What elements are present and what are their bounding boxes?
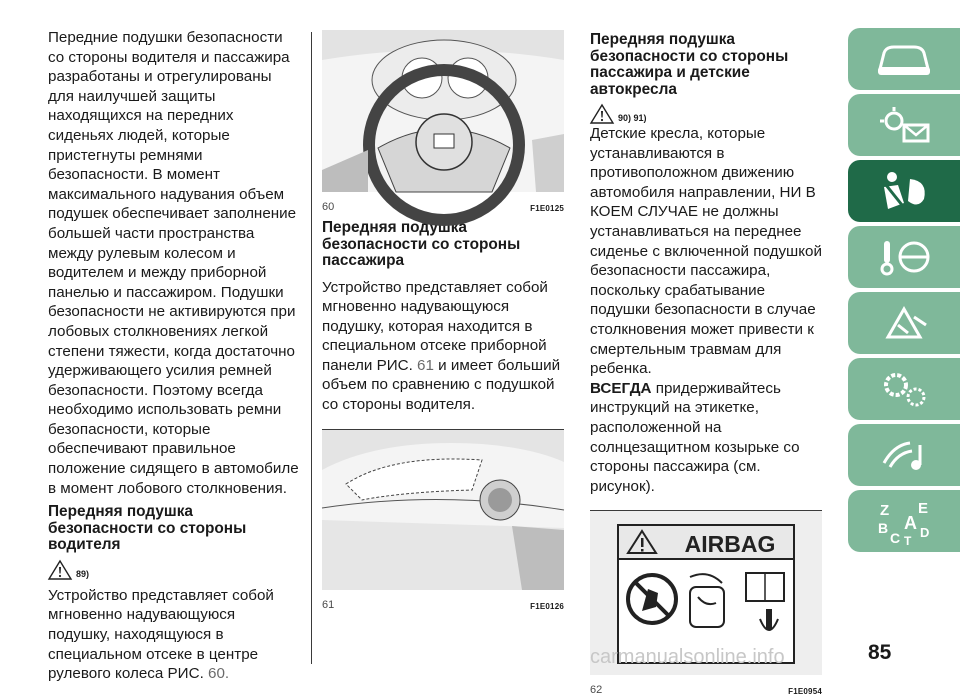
heading-passenger-airbag: Передняя подушка безопасности со стороны пассажира <box>322 219 521 269</box>
chapter-tabs <box>848 28 960 556</box>
tab-index[interactable] <box>848 490 960 552</box>
warning-lights-icon <box>874 105 934 145</box>
paragraph-child-seats: Детские кресла, которые устанавливаются в противоположном движению автомобиля направлении, НИ В КОЕМ СЛУЧАЕ не должны устанавливаться на переднее сиденье с включенной подушкой безопасности пассажира, поскольку срабатывание подушки безопасности в случае столкновения может привести к смертельным травмам для ребенка. <box>590 125 822 378</box>
svg-text:A: A <box>904 513 917 533</box>
figure-code: F1E0126 <box>530 601 564 611</box>
svg-text:Z: Z <box>880 502 890 519</box>
svg-text:C: C <box>890 530 901 546</box>
emergency-icon <box>874 303 934 343</box>
figure-number: 62 <box>590 684 603 696</box>
figure-caption <box>322 595 564 611</box>
warning-ref-number: 90) 91) <box>618 113 647 123</box>
dashboard-illustration <box>322 430 564 590</box>
warning-reference <box>48 558 300 580</box>
figure-code: F1E0125 <box>530 204 564 213</box>
index-icon <box>874 497 934 548</box>
figure-caption <box>322 197 564 213</box>
svg-text:T: T <box>904 534 912 548</box>
heading-driver-airbag: Передняя подушка безопасности со стороны водителя <box>48 503 247 554</box>
warning-triangle-icon <box>590 104 614 124</box>
seatbelt-airbag-icon <box>874 169 934 213</box>
column-3 <box>590 28 822 696</box>
paragraph-driver-airbag: Устройство представляет собой мгновенно надувающуюся подушку, находящуюся в специальном отсеке в центре рулевого колеса РИС. 60. <box>48 586 274 683</box>
airbag-label-text: AIRBAG <box>684 531 776 558</box>
start-drive-icon <box>874 237 934 277</box>
warning-reference <box>590 102 822 124</box>
tab-warning-lights[interactable] <box>848 94 960 156</box>
tab-start-drive[interactable] <box>848 226 960 288</box>
column-2 <box>322 30 564 611</box>
figure-caption <box>590 680 822 696</box>
paragraph-passenger-airbag: Устройство представляет собой мгновенно надувающуюся подушку, которая находится в специальном отсеке приборной панели РИС. 61 и имеет больший объем по сравнению с подушкой со стороны водителя. <box>322 278 561 414</box>
figure-number: 61 <box>322 598 335 611</box>
paragraph-frontal-airbags: Передние подушки безопасности со стороны водителя и пассажира разработаны и отрегулированы для наилучшей защиты находящихся на передних сиденьях людей, которые пристегнуты ремнями безопасности. В момент максимального надувания объем подушек обеспечивает заполнение большей части пространства между рулевым колесом и водителем и между приборной панелью и пассажиром. Подушки безопасности не активируются при лобовых столкновениях легкой степени тяжести, когда достаточно удерживающего усилия ремней безопасности. Поэтому всегда необходимо использовать ремни безопасности, которые обеспечивают правильное положение сидящего в автомобиле в момент лобового столкновения. <box>48 29 299 497</box>
tab-multimedia[interactable] <box>848 424 960 486</box>
tab-emergency[interactable] <box>848 292 960 354</box>
figure-link[interactable]: 61 <box>417 356 434 374</box>
car-dashboard-icon <box>874 39 934 79</box>
tab-safety[interactable] <box>848 160 960 222</box>
figure-number: 60 <box>322 201 335 213</box>
figure-link[interactable]: 60. <box>208 665 230 683</box>
paragraph-label-instructions: ВСЕГДА придерживайтесь инструкций на этикетке, расположенной на солнцезащитном козырьке со стороны пассажира (см. рисунок). <box>590 379 800 495</box>
tab-maintenance[interactable] <box>848 358 960 420</box>
warning-triangle-icon <box>48 560 72 580</box>
maintenance-icon <box>874 369 934 409</box>
figure-code: F1E0954 <box>788 687 822 696</box>
heading-passenger-child-seat: Передняя подушка безопасности со стороны пассажира и детские автокресла <box>590 31 789 98</box>
svg-text:E: E <box>918 500 929 517</box>
warning-ref-number: 89) <box>76 568 90 579</box>
tab-dashboard[interactable] <box>848 28 960 90</box>
watermark: carmanualsonline.info <box>590 646 785 668</box>
svg-text:D: D <box>920 525 930 540</box>
column-divider <box>311 32 312 664</box>
column-1 <box>48 28 300 684</box>
steering-wheel-illustration <box>322 30 564 192</box>
multimedia-icon <box>874 435 934 475</box>
figure-dashboard-airbag <box>322 429 564 611</box>
page-number: 85 <box>868 641 892 664</box>
svg-text:B: B <box>878 520 889 536</box>
figure-steering-wheel <box>322 30 564 213</box>
